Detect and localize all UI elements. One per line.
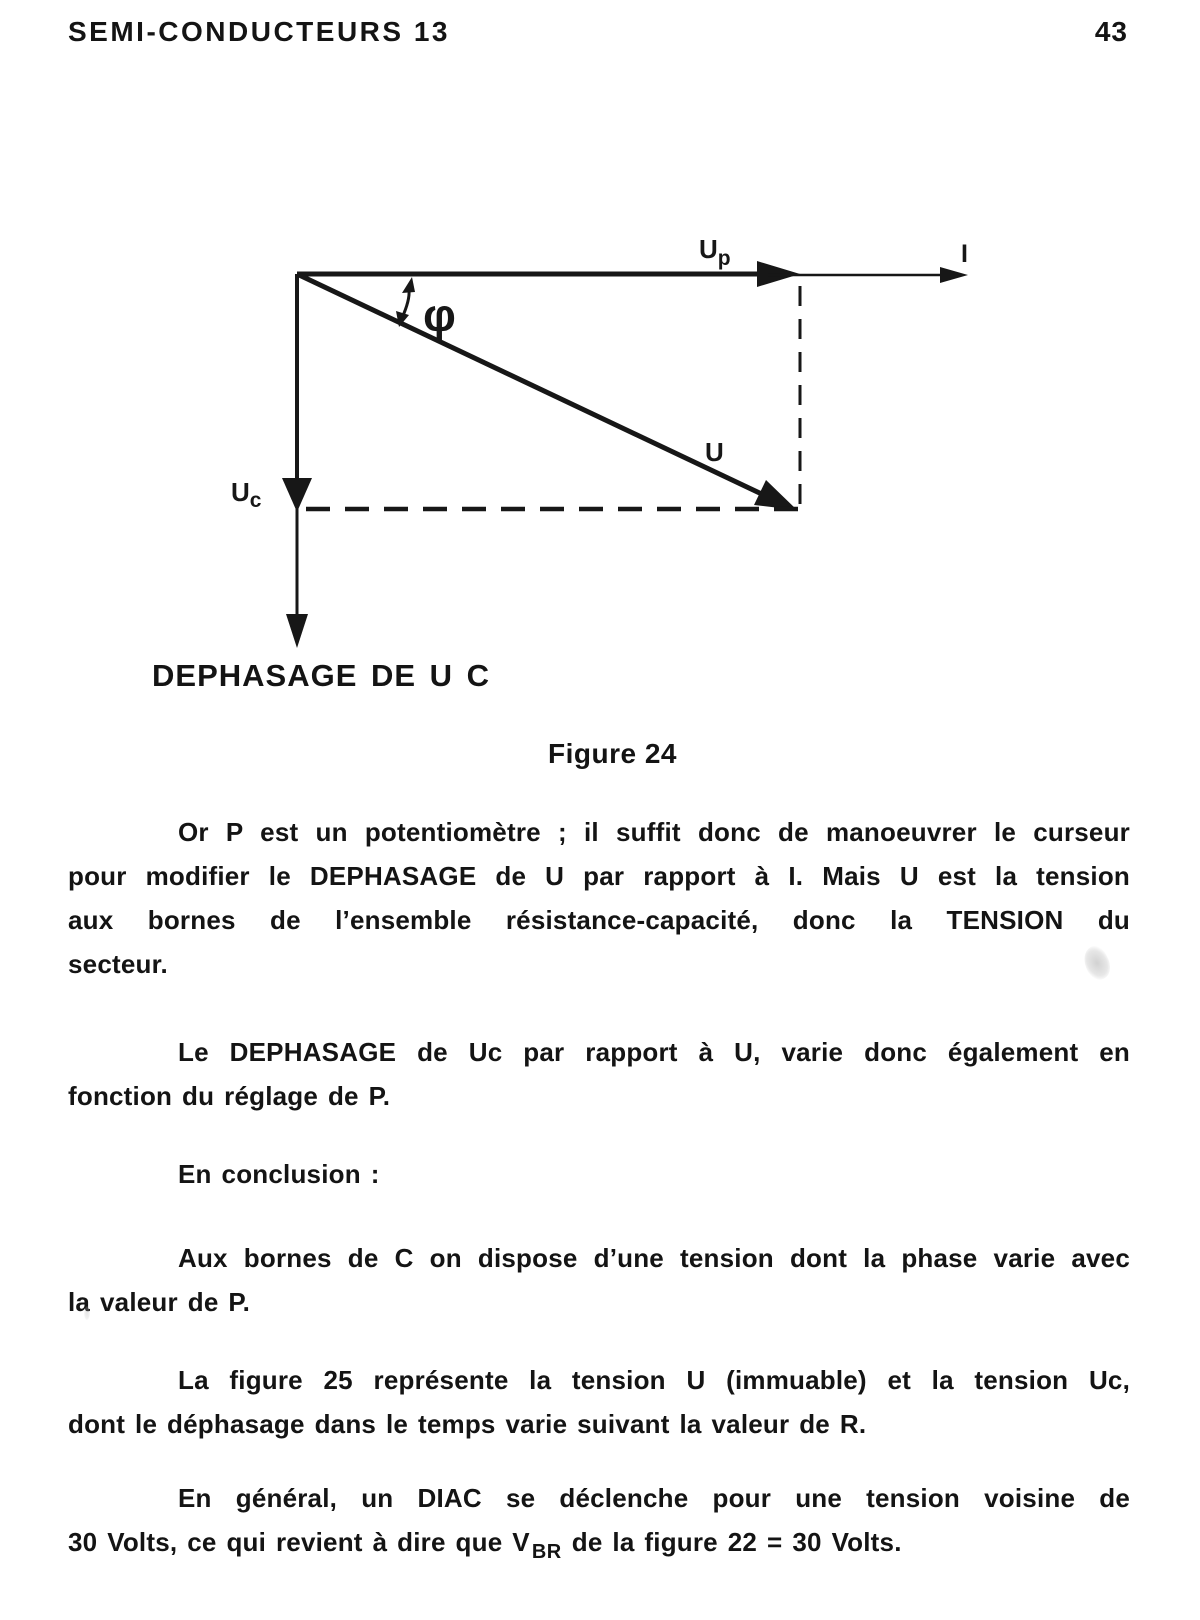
vector-u-line — [297, 274, 766, 496]
text-line: la valeur de P. — [68, 1287, 251, 1317]
page-number: 43 — [1094, 16, 1128, 47]
text-line: En général, un DIAC se déclenche pour une tension voisine de — [178, 1483, 1130, 1513]
paragraph-6 — [68, 1476, 1130, 1574]
text-line: Le DEPHASAGE de Uc par rapport à U, varie donc également en — [178, 1037, 1130, 1067]
figure-number-label: Figure 24 — [548, 738, 677, 769]
text-line: pour modifier le DEPHASAGE de U par rapport à I. Mais U est la tension — [68, 861, 1130, 891]
label-up: $U_p$ — [699, 234, 731, 270]
text-line: secteur. — [68, 949, 168, 979]
axis-i-arrowhead — [940, 267, 968, 283]
page-title: SEMI-CONDUCTEURS 13 — [68, 16, 450, 47]
paragraph-4 — [68, 1236, 1130, 1324]
text-line: Aux bornes de C on dispose d’une tension dont la phase varie avec — [178, 1243, 1130, 1273]
paragraph-2 — [68, 1030, 1130, 1118]
paragraph-1 — [68, 810, 1130, 986]
text-line: dont le déphasage dans le temps varie suivant la valeur de R. — [68, 1409, 867, 1439]
text-segment: de la figure 22 = 30 Volts. — [571, 1527, 902, 1557]
vector-u-arrowhead — [754, 480, 797, 510]
text-line: En conclusion : — [178, 1159, 380, 1189]
label-uc: $U_c$ — [231, 477, 262, 512]
angle-arrow-top — [402, 277, 415, 293]
text-line: aux bornes de l’ensemble résistance-capacité, donc la TENSION du — [68, 905, 1130, 935]
label-u: U — [705, 437, 724, 467]
subscript-vbr: BR — [531, 1541, 562, 1563]
text-line: Or P est un potentiomètre ; il suffit donc de manoeuvrer le curseur — [178, 817, 1130, 847]
paragraph-5 — [68, 1358, 1130, 1446]
figure-caption: DEPHASAGE DE U C — [152, 658, 491, 693]
paragraph-3 — [68, 1152, 1130, 1196]
phase-vector-diagram — [0, 0, 1200, 700]
text-line: fonction du réglage de P. — [68, 1081, 391, 1111]
text-line: La figure 25 représente la tension U (immuable) et la tension Uc, — [178, 1365, 1130, 1395]
label-i: I — [961, 240, 968, 268]
text-line — [68, 1520, 1130, 1574]
label-phi: φ — [423, 289, 456, 341]
text-segment: 30 Volts, ce qui revient à dire que V — [68, 1527, 530, 1557]
axis-uc-extension-arrowhead — [286, 614, 308, 648]
